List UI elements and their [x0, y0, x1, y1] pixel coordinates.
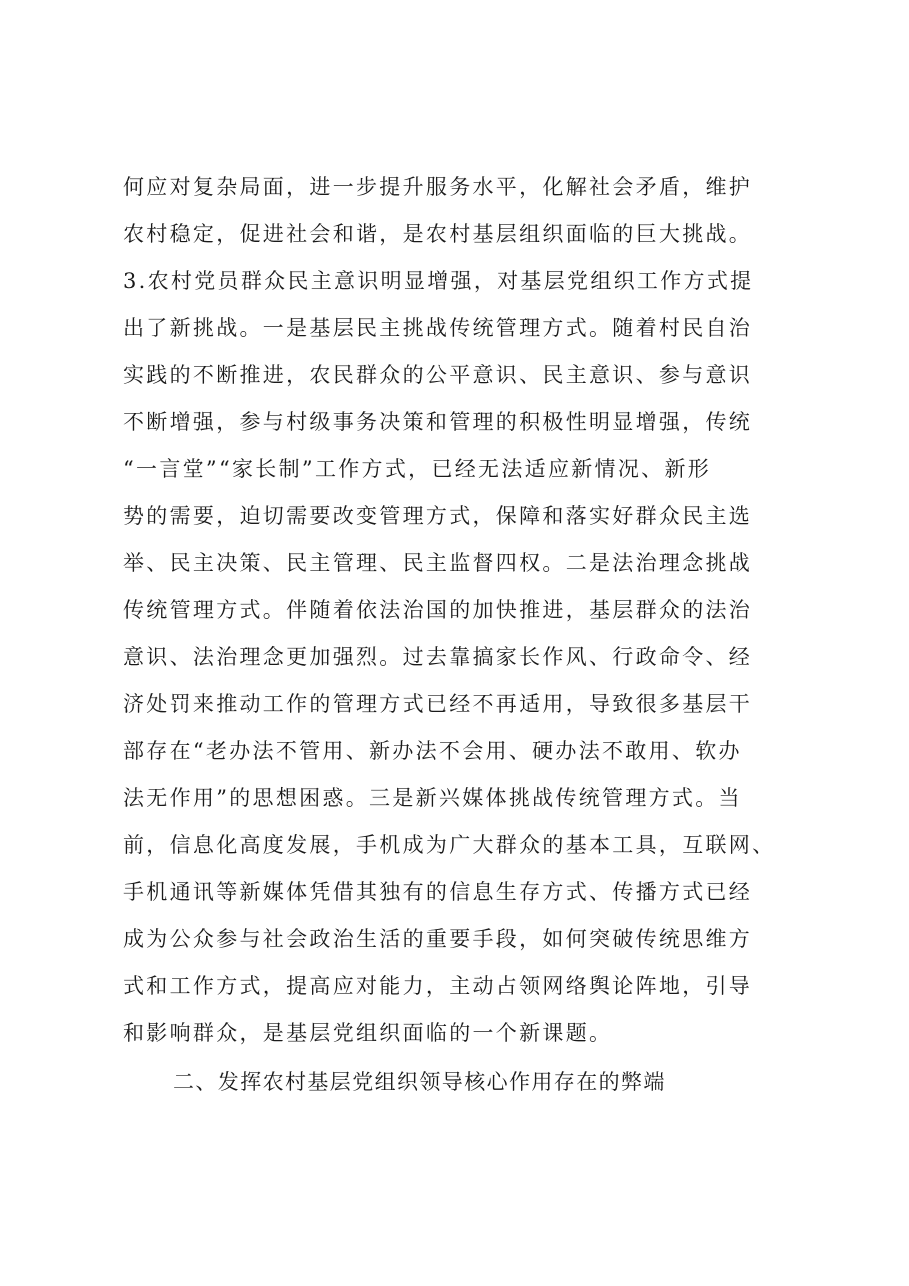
text-line-8: 势的需要，迫切需要改变管理方式，保障和落实好群众民主选 — [123, 504, 753, 528]
text-line-9: 举、民主决策、民主管理、民主监督四权。二是法治理念挑战 — [123, 551, 753, 575]
text-line-3: 3.农村党员群众民主意识明显增强，对基层党组织工作方式提 — [123, 269, 754, 293]
text-line-1: 何应对复杂局面，进一步提升服务水平，化解社会矛盾，维护 — [123, 175, 753, 199]
text-line-14: 法无作用”的思想困惑。三是新兴媒体挑战传统管理方式。当 — [123, 786, 742, 810]
text-line-15: 前，信息化高度发展，手机成为广大群众的基本工具，互联网、 — [123, 833, 776, 857]
text-line-4: 出了新挑战。一是基层民主挑战传统管理方式。随着村民自治 — [123, 316, 753, 340]
text-line-6: 不断增强，参与村级事务决策和管理的积极性明显增强，传统 — [123, 410, 753, 434]
text-line-12: 济处罚来推动工作的管理方式已经不再适用，导致很多基层干 — [123, 692, 753, 716]
text-line-11: 意识、法治理念更加强烈。过去靠搞家长作风、行政命令、经 — [123, 645, 753, 669]
text-line-16: 手机通讯等新媒体凭借其独有的信息生存方式、传播方式已经 — [123, 880, 753, 904]
text-line-13: 部存在“老办法不管用、新办法不会用、硬办法不敢用、软办 — [123, 739, 742, 763]
text-line-18: 式和工作方式，提高应对能力，主动占领网络舆论阵地，引导 — [123, 974, 753, 998]
text-line-17: 成为公众参与社会政治生活的重要手段，如何突破传统思维方 — [123, 927, 753, 951]
text-line-10: 传统管理方式。伴随着依法治国的加快推进，基层群众的法治 — [123, 598, 753, 622]
text-line-2: 农村稳定，促进社会和谐，是农村基层组织面临的巨大挑战。 — [123, 222, 753, 246]
text-line-19: 和影响群众，是基层党组织面临的一个新课题。 — [123, 1021, 613, 1045]
text-line-7: “一言堂”“家长制”工作方式，已经无法适应新情况、新形 — [123, 457, 712, 481]
section-heading: 二、发挥农村基层党组织领导核心作用存在的弊端 — [173, 1070, 666, 1094]
text-line-5: 实践的不断推进，农民群众的公平意识、民主意识、参与意识 — [123, 363, 753, 387]
